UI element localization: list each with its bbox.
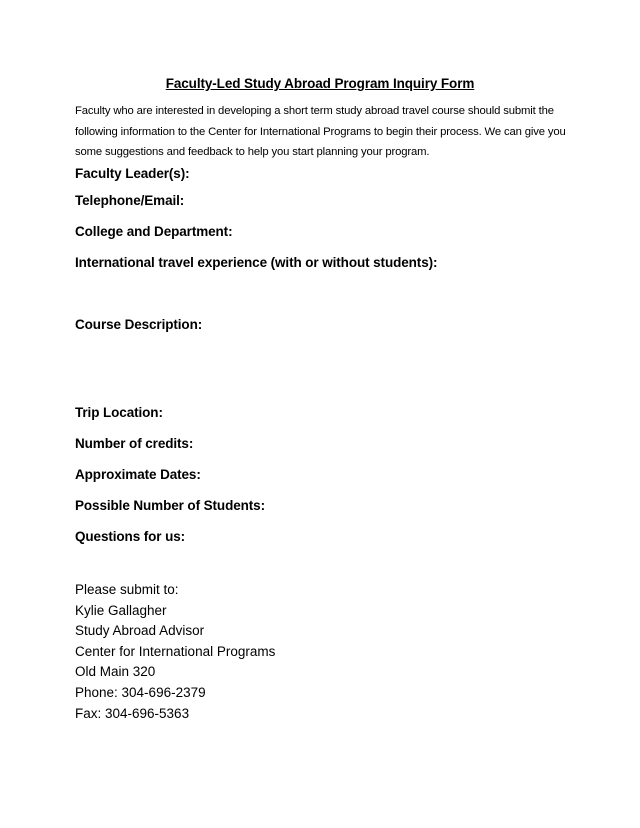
intro-paragraph: Faculty who are interested in developing a short term study abroad travel course should submit the following information to the Center for International Programs to begin their process. We can give you some suggestions and feedback to help you start planning your program. — [75, 105, 566, 158]
field-trip-location: Trip Location: — [75, 405, 163, 420]
field-questions: Questions for us: — [75, 529, 186, 544]
field-college-department: College and Department: — [75, 224, 233, 239]
contact-role: Study Abroad Advisor — [75, 623, 205, 639]
field-travel-experience: International travel experience (with or without students): — [75, 255, 438, 270]
field-telephone-email: Telephone/Email: — [75, 193, 185, 208]
contact-office: Center for International Programs — [75, 643, 276, 659]
field-approximate-dates: Approximate Dates: — [75, 467, 201, 482]
contact-block — [75, 580, 275, 724]
form-title: Faculty-Led Study Abroad Program Inquiry Form — [165, 76, 475, 91]
field-number-of-credits: Number of credits: — [75, 436, 194, 451]
contact-phone: Phone: 304-696-2379 — [75, 684, 206, 700]
field-faculty-leaders: Faculty Leader(s): — [75, 166, 190, 181]
contact-fax: Fax: 304-696-5363 — [75, 705, 190, 721]
field-course-description: Course Description: — [75, 317, 203, 332]
contact-submit-to: Please submit to: — [75, 582, 179, 597]
contact-room: Old Main 320 — [75, 664, 156, 680]
field-number-of-students: Possible Number of Students: — [75, 498, 265, 513]
contact-name: Kylie Gallagher — [75, 602, 167, 618]
